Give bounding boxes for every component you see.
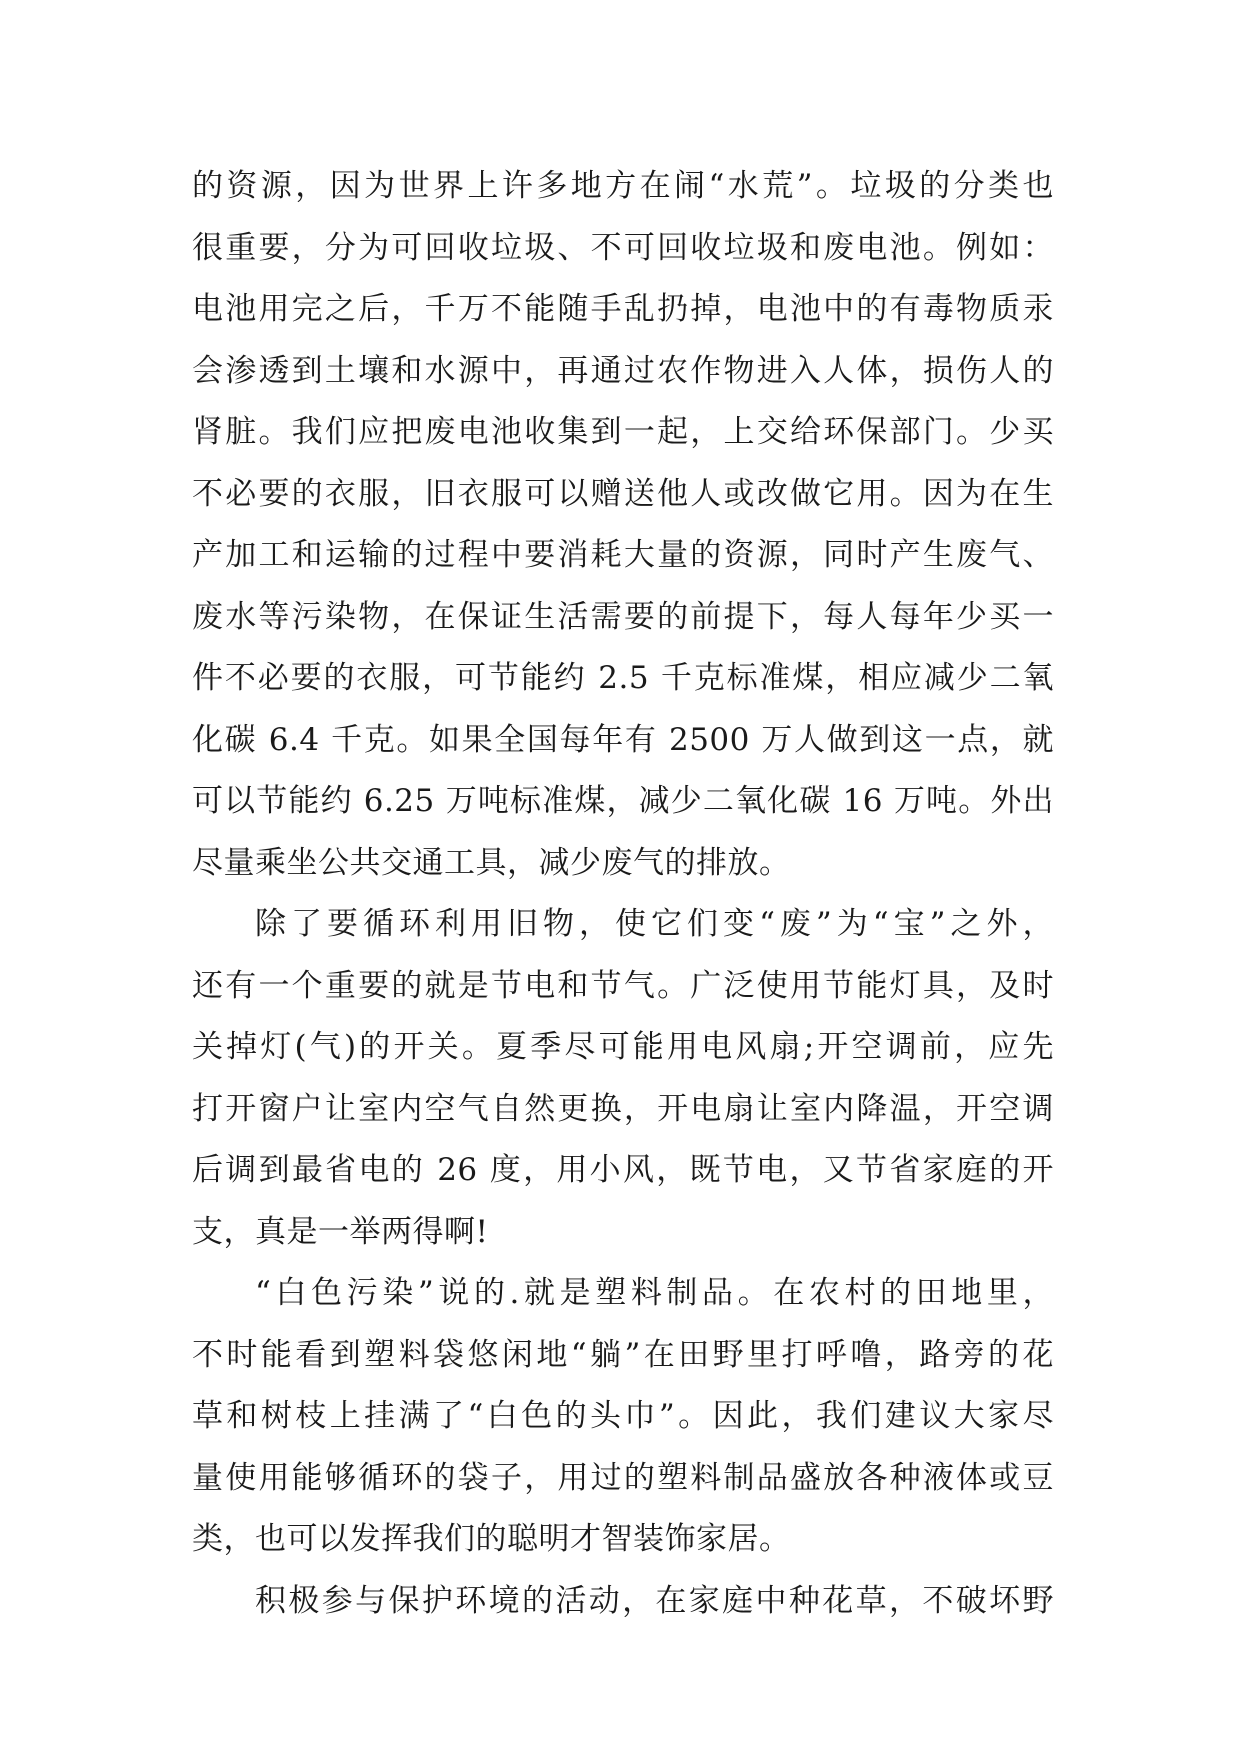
text-line: “白色污染”说的.就是塑料制品。在农村的田地里， [255, 1275, 1054, 1311]
text-line: 打开窗户让室内空气自然更换，开电扇让室内降温，开空调 [192, 1090, 1054, 1127]
text-line: 产加工和运输的过程中要消耗大量的资源，同时产生废气、 [192, 537, 1054, 573]
text-line: 不必要的衣服，旧衣服可以赠送他人或改做它用。因为在生 [192, 475, 1054, 512]
text-line: 废水等污染物，在保证生活需要的前提下，每人每年少买一 [192, 598, 1054, 635]
text-line: 除了要循环利用旧物，使它们变“废”为“宝”之外， [255, 906, 1054, 942]
text-line: 化碳 6.4 千克。如果全国每年有 2500 万人做到这一点，就 [192, 721, 1054, 758]
text-line: 不时能看到塑料袋悠闲地“躺”在田野里打呼噜，路旁的花 [192, 1336, 1054, 1373]
text-line: 会渗透到土壤和水源中，再通过农作物进入人体，损伤人的 [192, 352, 1054, 389]
text-line: 还有一个重要的就是节电和节气。广泛使用节能灯具，及时 [192, 967, 1054, 1004]
text-line: 积极参与保护环境的活动，在家庭中种花草，不破坏野 [255, 1582, 1054, 1619]
text-line: 类，也可以发挥我们的聪明才智装饰家居。 [192, 1521, 791, 1557]
text-line: 尽量乘坐公共交通工具，减少废气的排放。 [192, 844, 791, 881]
text-line: 量使用能够循环的袋子，用过的塑料制品盛放各种液体或豆 [192, 1459, 1054, 1496]
text-line: 草和树枝上挂满了“白色的头巾”。因此，我们建议大家尽 [192, 1398, 1054, 1434]
text-line: 关掉灯(气)的开关。夏季尽可能用电风扇;开空调前，应先 [192, 1029, 1054, 1065]
text-line: 支，真是一举两得啊! [192, 1213, 489, 1250]
text-line: 后调到最省电的 26 度，用小风，既节电，又节省家庭的开 [192, 1152, 1054, 1188]
text-line: 电池用完之后，千万不能随手乱扔掉，电池中的有毒物质汞 [192, 291, 1054, 327]
text-line: 很重要，分为可回收垃圾、不可回收垃圾和废电池。例如： [192, 229, 1054, 266]
text-line: 件不必要的衣服，可节能约 2.5 千克标准煤，相应减少二氧 [192, 660, 1054, 696]
text-line: 可以节能约 6.25 万吨标准煤，减少二氧化碳 16 万吨。外出 [192, 783, 1054, 819]
text-line: 的资源，因为世界上许多地方在闹“水荒”。垃圾的分类也 [192, 168, 1054, 204]
body-text [192, 156, 1054, 1632]
text-line: 肾脏。我们应把废电池收集到一起，上交给环保部门。少买 [192, 414, 1054, 450]
